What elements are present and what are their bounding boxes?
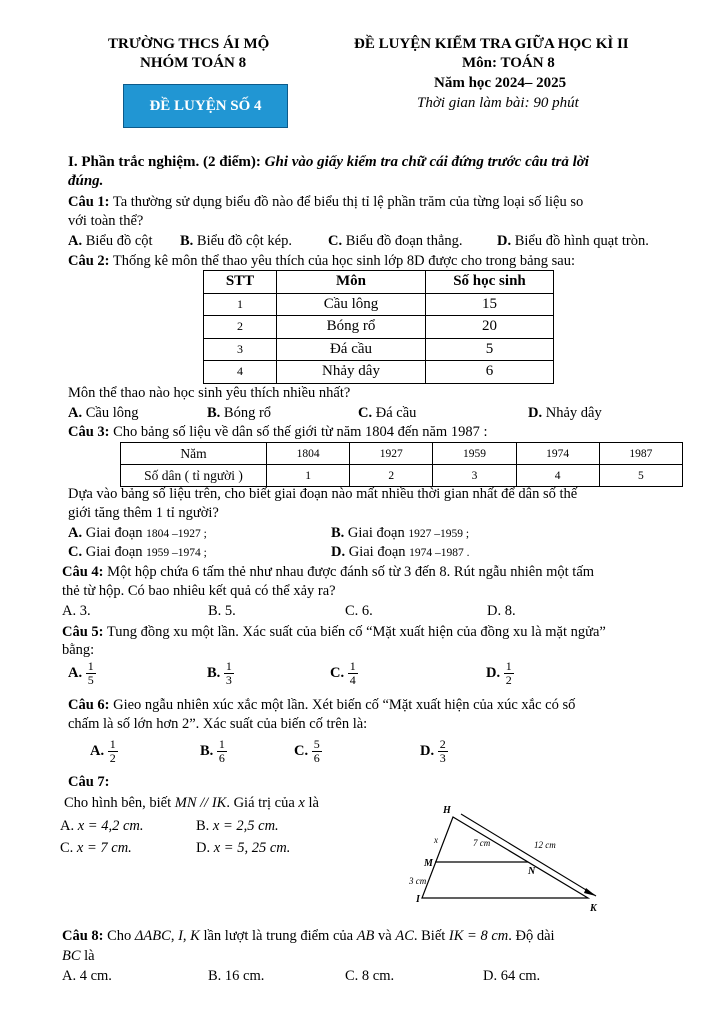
q3-line1 [68, 424, 487, 441]
table-row: 2 Bóng rổ 20 [204, 316, 554, 339]
label-i: I [416, 894, 420, 905]
q2-option-d: D. Nhảy dây [528, 405, 602, 421]
section1-instruction: Ghi vào giấy kiểm tra chữ cái đứng trước câu trả lời [264, 154, 589, 170]
q5-option-a: A. $\frac{1}{5}$ [68, 659, 94, 687]
q6-text-2: chấm là số lớn hơn 2”. Xác suất của biến cố trên là: [68, 716, 368, 732]
arrow-line [461, 814, 596, 896]
school-name: TRƯỜNG THCS ÁI MỘ [108, 36, 270, 52]
q7-text: Cho hình bên, biết MN // IK. Giá trị của x là [64, 795, 319, 811]
exam-subject: Môn: TOÁN 8 [462, 55, 555, 71]
table-header: STT [204, 271, 277, 294]
q5-option-b: B. $\frac{1}{3}$ [207, 659, 232, 687]
q8-label: Câu 8: [62, 928, 104, 944]
q4-line1 [62, 564, 594, 581]
table-row: 1 Cầu lông 15 [204, 293, 554, 316]
label-m: M [424, 858, 433, 869]
q1-option-a: A. Biểu đồ cột [68, 233, 153, 249]
q8-option-b: B. 16 cm. [208, 968, 265, 984]
q6-text: Gieo ngẫu nhiên xúc xắc một lần. Xét biến cố “Mặt xuất hiện của xúc xắc có số [113, 697, 576, 713]
q3-text-2: Dựa vào bảng số liệu trên, cho biết giai đoạn nào mất nhiều thời gian nhất để dân số thế [68, 486, 578, 502]
q7-option-c: C. x = 7 cm. [60, 840, 132, 856]
table-header: Số học sinh [426, 271, 554, 294]
group-name: NHÓM TOÁN 8 [140, 55, 247, 71]
q6-option-b: B. $\frac{1}{6}$ [200, 737, 225, 765]
q7-option-a: A. x = 4,2 cm. [60, 818, 144, 834]
label-12cm: 12 cm [534, 840, 556, 850]
q4-text-2: thẻ từ hộp. Có bao nhiêu kết quả có thể xảy ra? [62, 583, 336, 599]
q5-option-c: C. $\frac{1}{4}$ [330, 659, 356, 687]
q8-option-a: A. 4 cm. [62, 968, 112, 984]
exam-badge: ĐỀ LUYỆN SỐ 4 [123, 84, 288, 128]
q4-option-c: C. 6. [345, 603, 373, 619]
section1-heading-line [68, 154, 589, 171]
label-k: K [590, 903, 597, 914]
q2-label: Câu 2: [68, 253, 110, 269]
q6-option-a: A. $\frac{1}{2}$ [90, 737, 116, 765]
q8-option-c: C. 8 cm. [345, 968, 395, 984]
q2-line1 [68, 253, 575, 270]
table-row: 4 Nhảy dây 6 [204, 361, 554, 384]
q3-option-d: D. Giai đoạn 1974 –1987 . [331, 544, 470, 560]
q2-option-b: B. Bóng rổ [207, 405, 272, 421]
q4-option-d: D. 8. [487, 603, 516, 619]
q4-option-a: A. 3. [62, 603, 91, 619]
arrow-head [584, 888, 596, 896]
exam-year: Năm học 2024– 2025 [434, 75, 567, 91]
table-header: Môn [277, 271, 426, 294]
q1-option-d: D. Biểu đồ hình quạt tròn. [497, 233, 649, 249]
exam-time: Thời gian làm bài: 90 phút [417, 95, 579, 111]
triangle-figure [400, 800, 610, 918]
q3-option-a: A. Giai đoạn 1804 –1927 ; [68, 525, 207, 541]
q3-text-3: giới tăng thêm 1 tỉ người? [68, 505, 219, 521]
q1-text: Ta thường sử dụng biểu đồ nào để biểu thị tỉ lệ phần trăm của từng loại số liệu so [112, 194, 584, 210]
q3-option-b: B. Giai đoạn 1927 –1959 ; [331, 525, 470, 541]
q4-label: Câu 4: [62, 564, 104, 580]
section1-instruction-2: đúng. [68, 173, 104, 189]
q5-option-d: D. $\frac{1}{2}$ [486, 659, 512, 687]
q7-label: Câu 7: [68, 774, 110, 790]
q2-option-c: C. Đá cầu [358, 405, 417, 421]
label-n: N [528, 866, 536, 877]
q7-option-b: B. x = 2,5 cm. [196, 818, 279, 834]
triangle-hik [422, 817, 588, 898]
q6-option-d: D. $\frac{2}{3}$ [420, 737, 446, 765]
label-x: x [434, 835, 438, 845]
exam-title: ĐỀ LUYỆN KIỂM TRA GIỮA HỌC KÌ II [354, 36, 629, 52]
q8-option-d: D. 64 cm. [483, 968, 541, 984]
q8-line1: Câu 8: Cho ΔABC, I, K lần lượt là trung điểm của AB và AC. Biết IK = 8 cm. Độ dài [62, 928, 555, 944]
table-row: 3 Đá cầu 5 [204, 338, 554, 361]
q5-label: Câu 5: [62, 624, 104, 640]
q5-text-2: bằng: [62, 642, 95, 658]
q5-text: Tung đồng xu một lần. Xác suất của biến cố “Mặt xuất hiện của đồng xu là mặt ngửa” [106, 624, 606, 640]
q3-label: Câu 3: [68, 424, 110, 440]
q8-line2: BC là [62, 948, 95, 964]
q4-option-b: B. 5. [208, 603, 236, 619]
section1-heading: I. Phần trắc nghiệm. (2 điểm): [68, 154, 261, 170]
q2-text: Thống kê môn thể thao yêu thích của học sinh lớp 8D được cho trong bảng sau: [112, 253, 575, 269]
q6-label: Câu 6: [68, 697, 110, 713]
q1-label: Câu 1: [68, 194, 110, 210]
label-h: H [443, 805, 451, 816]
label-7cm: 7 cm [473, 838, 491, 848]
q4-text: Một hộp chứa 6 tấm thẻ như nhau được đánh số từ 3 đến 8. Rút ngẫu nhiên một tấm [107, 564, 595, 580]
table-row: Năm 1804 1927 1959 1974 1987 [121, 443, 683, 465]
q1-option-c: C. Biểu đồ đoạn thẳng. [328, 233, 463, 249]
q3-text: Cho bảng số liệu về dân số thế giới từ năm 1804 đến năm 1987 : [113, 424, 488, 440]
q7-option-d: D. x = 5, 25 cm. [196, 840, 291, 856]
q1-line1 [68, 194, 583, 211]
q5-line1 [62, 624, 606, 641]
table-row: Số dân ( tỉ người ) 1 2 3 4 5 [121, 465, 683, 487]
q1-text-2: với toàn thể? [68, 213, 144, 229]
q6-line1 [68, 697, 575, 714]
population-table [120, 442, 683, 487]
q2-option-a: A. Cầu lông [68, 405, 139, 421]
q2-question: Môn thể thao nào học sinh yêu thích nhiều nhất? [68, 385, 351, 401]
label-3cm: 3 cm [409, 876, 427, 886]
sports-table [203, 270, 554, 384]
q1-option-b: B. Biểu đồ cột kép. [180, 233, 292, 249]
q6-option-c: C. $\frac{5}{6}$ [294, 737, 320, 765]
q3-option-c: C. Giai đoạn 1959 –1974 ; [68, 544, 207, 560]
